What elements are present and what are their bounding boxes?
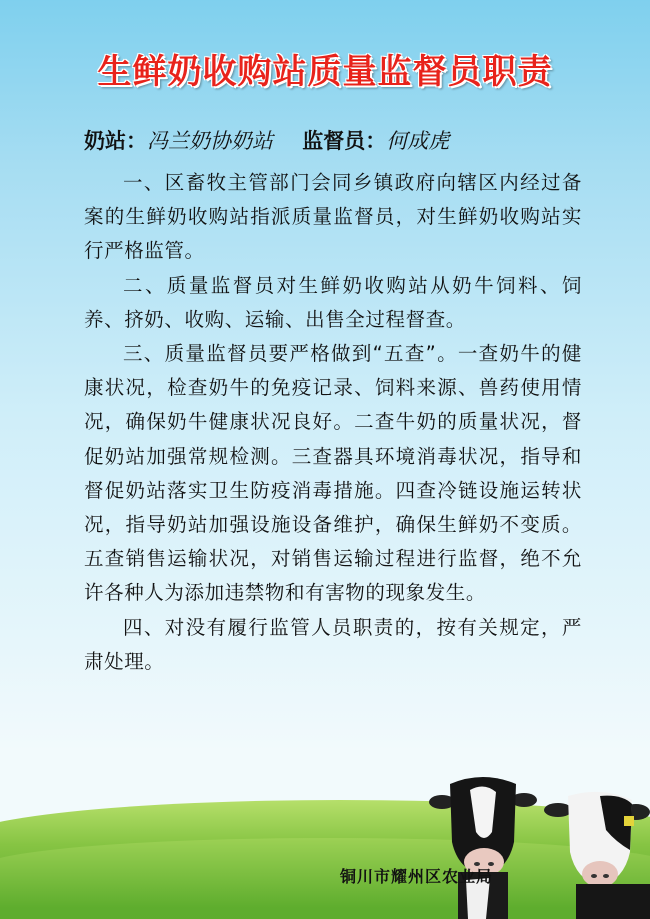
cow-left-image (428, 772, 538, 919)
paragraph-3: 三、质量监督员要严格做到“五查”。一查奶牛的健康状况，检查奶牛的免疫记录、饲料来源、兽药使用情况，确保奶牛健康状况良好。二查牛奶的质量状况，督促奶站加强常规检测。三查器具环境消毒状况，指导和督促奶站落实卫生防疫消毒措施。四查冷链设施运转状况，指导奶站加强设施设备维护，确保生鲜奶不变质。五查销售运输状况，对销售运输过程进行监督，绝不允许各种人为添加违禁物和有害物的现象发生。 (84, 342, 582, 605)
cow-right-image (540, 790, 650, 919)
issuer-footer: 铜川市耀州区农业局 (340, 867, 494, 886)
poster-title: 生鲜奶收购站质量监督员职责 (97, 52, 553, 92)
station-label: 奶站： (84, 129, 147, 153)
duties-text (84, 166, 582, 679)
supervisor-label: 监督员： (302, 129, 387, 153)
supervisor-name: 何成虎 (386, 129, 450, 153)
paragraph-2: 二、质量监督员对生鲜奶收购站从奶牛饲料、饲养、挤奶、收购、运输、出售全过程督查。 (84, 273, 582, 331)
station-name: 冯兰奶协奶站 (147, 129, 273, 153)
header-line (84, 125, 449, 155)
paragraph-1: 一、区畜牧主管部门会同乡镇政府向辖区内经过备案的生鲜奶收购站指派质量监督员，对生鲜奶收购站实行严格监管。 (84, 171, 582, 263)
paragraph-4: 四、对没有履行监管人员职责的，按有关规定，严肃处理。 (84, 615, 582, 673)
